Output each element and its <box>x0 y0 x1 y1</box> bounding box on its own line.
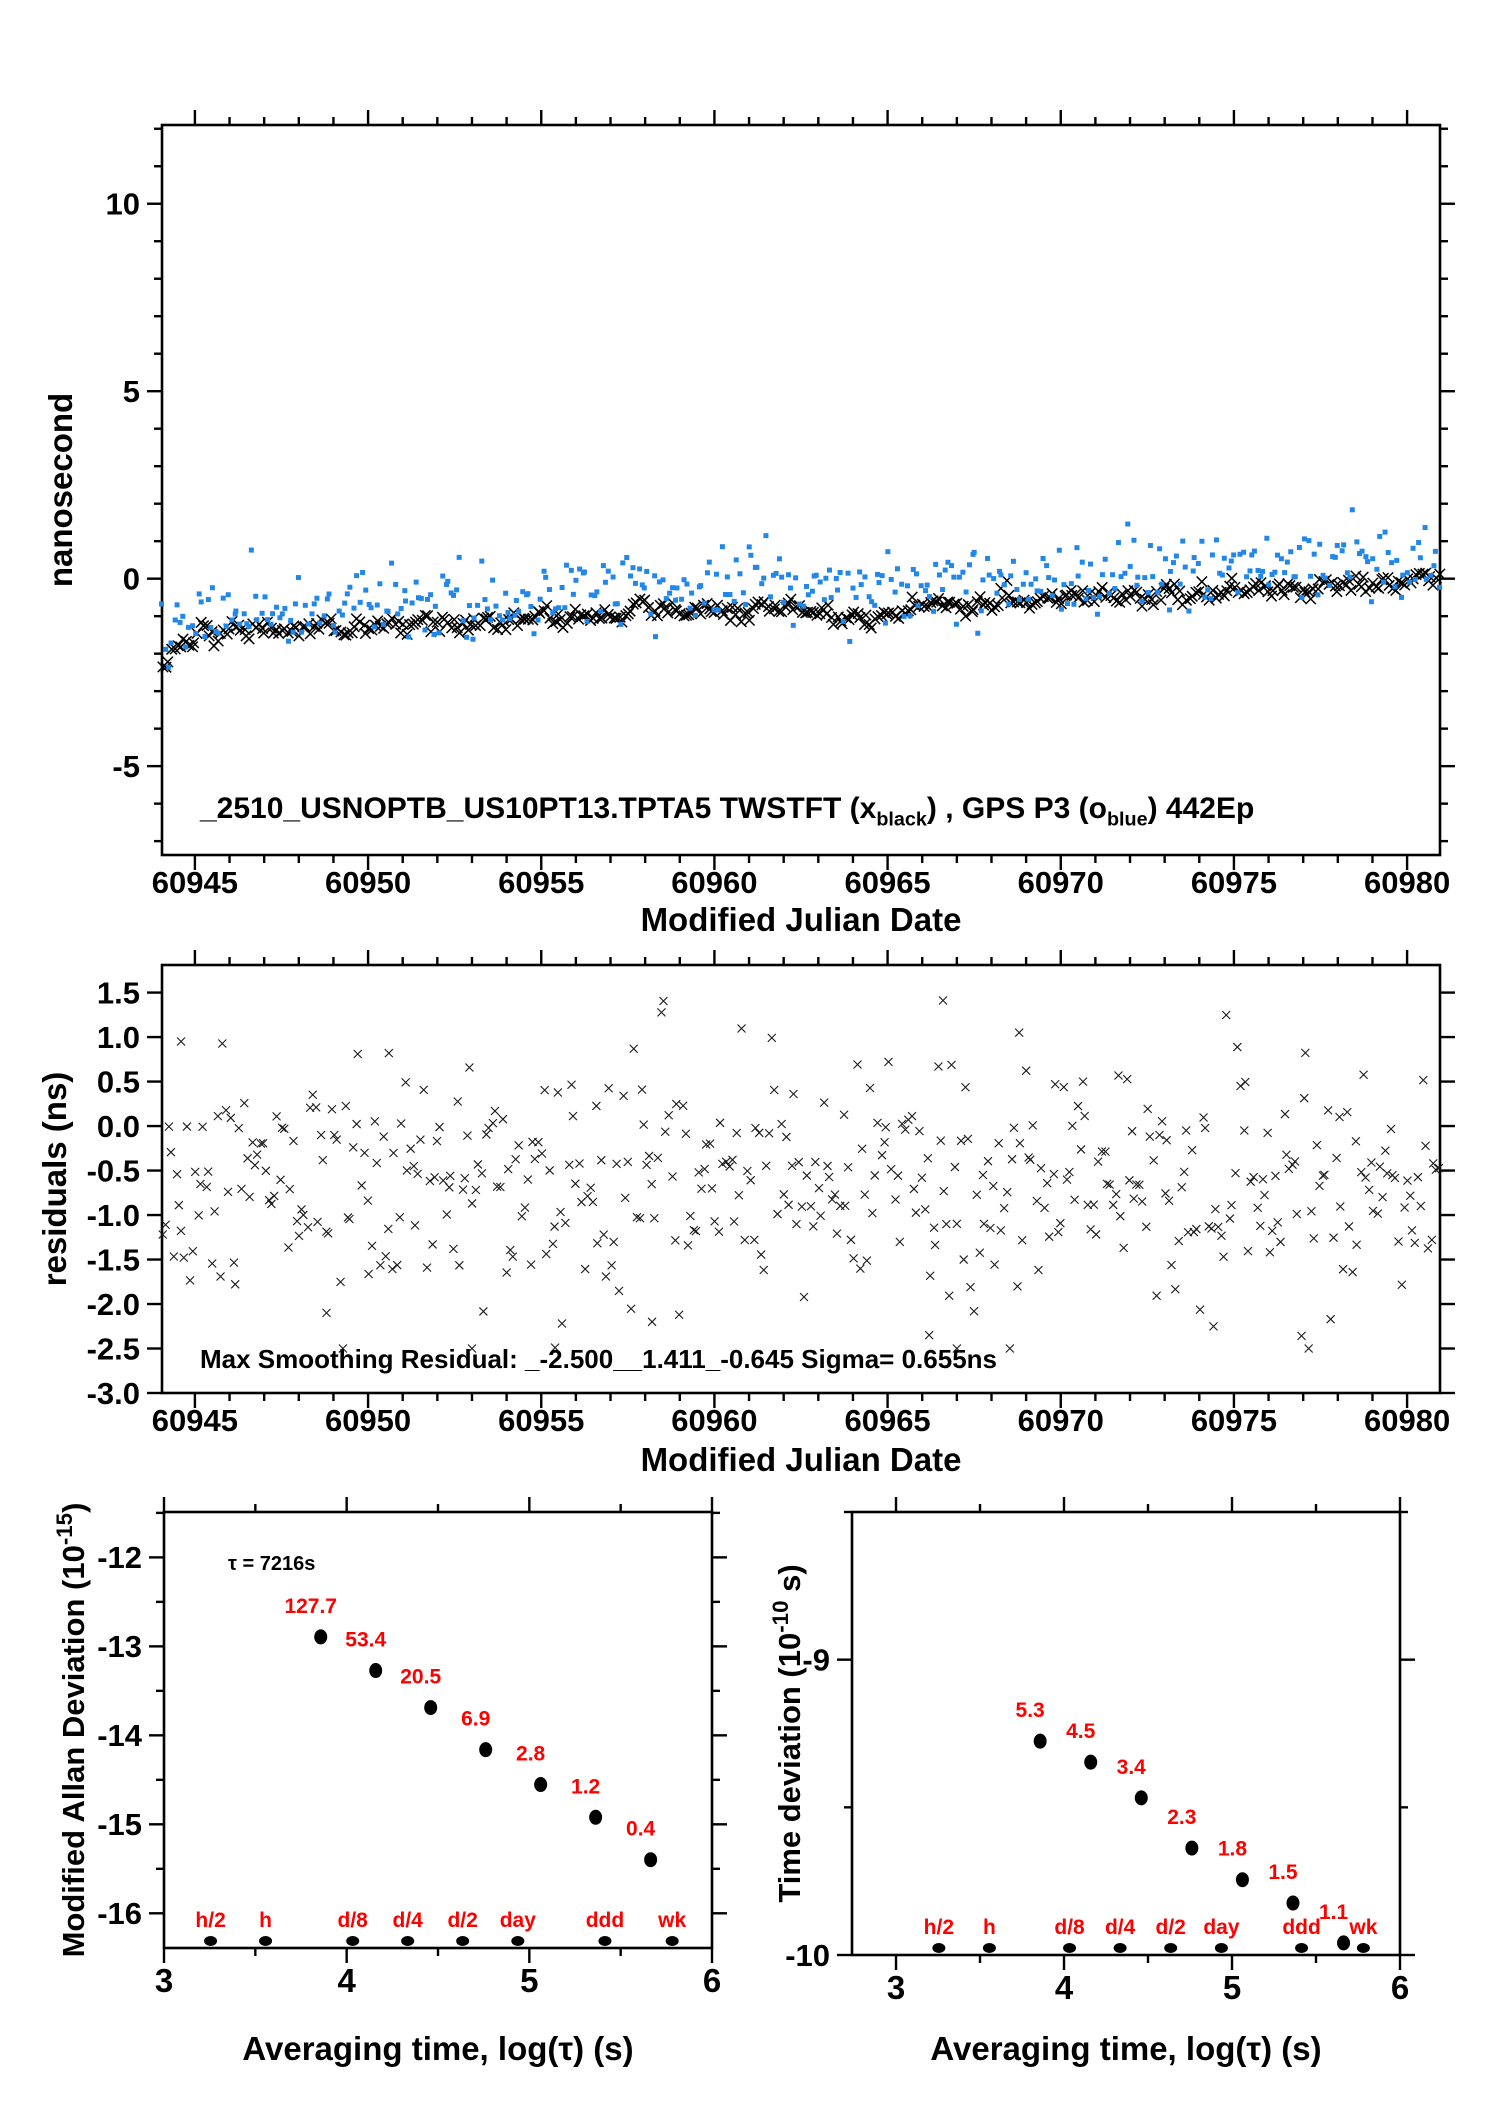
time-unit-dot <box>666 1936 679 1946</box>
time-unit-label: wk <box>1349 1916 1378 1939</box>
time-unit-label: ddd <box>585 1909 625 1932</box>
data-point-value-label: 1.8 <box>1217 1837 1248 1861</box>
x-tick-label: 6 <box>702 1962 722 1999</box>
y-tick-label: 10 <box>105 186 140 222</box>
y-tick-label: -9 <box>802 1642 830 1678</box>
x-tick-label: 60980 <box>1363 1403 1451 1438</box>
x-tick-labels <box>887 1969 1409 2006</box>
y-tick-label: -12 <box>97 1540 142 1576</box>
time-unit-marks <box>924 1916 1378 1953</box>
time-unit-label: h/2 <box>195 1909 226 1932</box>
y-tick-label: 0 <box>122 561 140 597</box>
x-tick-labels <box>152 1403 1450 1438</box>
axis-ticks <box>837 1497 1415 1970</box>
x-tick-label: 60965 <box>844 1403 931 1438</box>
axis-ticks <box>147 110 1455 870</box>
data-point <box>424 1700 437 1715</box>
time-unit-dot <box>1295 1943 1308 1953</box>
x-tick-label: 60950 <box>324 1403 412 1438</box>
series-twstft <box>158 568 1445 672</box>
data-point-value-label: 4.5 <box>1066 1720 1096 1744</box>
time-unit-label: day <box>1203 1916 1240 1939</box>
y-tick-label: -15 <box>97 1807 142 1843</box>
residuals-panel <box>36 950 1455 1478</box>
time-unit-label: d/4 <box>392 1909 423 1932</box>
plot-box <box>852 1512 1400 1955</box>
data-point <box>1286 1896 1299 1911</box>
data-point-value-label: 127.7 <box>284 1594 338 1618</box>
time-unit-marks <box>195 1909 686 1946</box>
data-point <box>1084 1755 1097 1770</box>
time-unit-label: ddd <box>1282 1916 1321 1939</box>
data-point <box>534 1777 547 1792</box>
x-axis-title: Modified Julian Date <box>640 901 962 938</box>
y-axis-title: Modified Allan Deviation $(10^{-15})$ <box>52 1502 91 1958</box>
x-tick-label: 60945 <box>151 1403 239 1438</box>
x-tick-label: 5 <box>520 1962 539 1999</box>
time-unit-dot <box>1114 1943 1127 1953</box>
time-unit-label: d/8 <box>337 1909 368 1932</box>
data-point-value-label: 1.2 <box>571 1775 601 1799</box>
y-tick-label: -14 <box>97 1718 142 1754</box>
data-point-value-label: 2.8 <box>516 1742 546 1766</box>
time-unit-dot <box>346 1936 359 1946</box>
data-point-value-label: 20.5 <box>400 1665 442 1689</box>
data-point-value-label: 2.3 <box>1167 1806 1197 1830</box>
time-unit-dot <box>511 1936 524 1946</box>
y-tick-label: 1.5 <box>96 975 140 1011</box>
plot-box <box>164 1512 712 1948</box>
time-unit-label: wk <box>658 1909 687 1932</box>
data-point <box>1034 1734 1047 1749</box>
x-tick-label: 6 <box>1390 1969 1410 2006</box>
panel-annotation: τ = 7216s <box>228 1553 316 1575</box>
y-tick-label: -1.0 <box>86 1197 140 1233</box>
series-mdev <box>284 1595 657 1867</box>
x-axis-title: Averaging time, log(τ) (s) <box>930 2030 1322 2067</box>
time-unit-dot <box>401 1936 414 1946</box>
x-tick-label: 4 <box>337 1962 356 1999</box>
series-tdev <box>1016 1699 1351 1950</box>
y-tick-label: -1.5 <box>86 1242 140 1278</box>
x-tick-label: 60975 <box>1190 1403 1278 1438</box>
y-tick-labels <box>106 187 140 784</box>
x-tick-labels <box>155 1962 721 1999</box>
y-tick-label: 0.5 <box>96 1064 140 1100</box>
data-point-value-label: 1.5 <box>1268 1861 1298 1885</box>
data-point <box>479 1742 492 1757</box>
data-point-value-label: 3.4 <box>1116 1755 1146 1779</box>
modified-allan-deviation-panel <box>52 1497 727 2067</box>
time-unit-dot <box>983 1943 996 1953</box>
x-tick-label: 60945 <box>151 865 239 900</box>
y-tick-label: 1.0 <box>96 1019 140 1055</box>
y-axis-title: residuals (ns) <box>36 1071 73 1287</box>
data-point <box>589 1810 602 1825</box>
time-unit-label: day <box>499 1909 536 1932</box>
x-tick-label: 60955 <box>498 1403 585 1438</box>
data-point-value-label: 1.1 <box>1318 1900 1349 1924</box>
x-tick-label: 5 <box>1222 1969 1242 2006</box>
data-point <box>644 1852 657 1867</box>
time-unit-label: h <box>983 1916 996 1939</box>
x-tick-label: 60960 <box>671 865 758 900</box>
x-tick-label: 4 <box>1054 1969 1074 2006</box>
y-tick-label: -2.0 <box>86 1286 140 1322</box>
time-unit-dot <box>932 1943 945 1953</box>
data-point <box>314 1629 327 1644</box>
panel-annotation: Max Smoothing Residual: _-2.500__1.411_-0.645 Sigma= 0.655ns <box>200 1344 997 1374</box>
x-tick-label: 3 <box>886 1969 906 2006</box>
data-point <box>1135 1790 1148 1805</box>
y-tick-label: 0.0 <box>96 1108 140 1144</box>
time-unit-dot <box>204 1936 217 1946</box>
time-unit-label: h <box>259 1909 272 1932</box>
y-tick-label: -0.5 <box>86 1153 140 1189</box>
time-unit-label: d/4 <box>1104 1916 1136 1939</box>
data-point-value-label: 6.9 <box>461 1707 491 1731</box>
series-smoothing-residuals <box>159 997 1443 1353</box>
time-unit-dot <box>1164 1943 1177 1953</box>
x-tick-label: 60950 <box>324 865 412 900</box>
y-tick-label: -5 <box>112 748 140 784</box>
panel-title: _2510_USNOPTB_US10PT13.TPTA5 TWSTFT $(x_{black})$ , GPS P3 $(o_{blue})$ 442Ep <box>200 792 1255 831</box>
plot-box <box>162 125 1440 855</box>
time-unit-dot <box>456 1936 469 1946</box>
data-point <box>1337 1935 1350 1950</box>
time-unit-label: d/8 <box>1054 1916 1085 1939</box>
time-difference-panel <box>42 110 1455 938</box>
time-unit-label: d/2 <box>447 1909 478 1932</box>
time-unit-label: h/2 <box>923 1916 955 1939</box>
time-unit-dot <box>598 1936 611 1946</box>
y-tick-labels <box>97 1540 143 1931</box>
data-point <box>1185 1841 1198 1856</box>
time-unit-dot <box>1063 1943 1076 1953</box>
x-axis-title: Averaging time, log(τ) (s) <box>242 2030 634 2067</box>
x-tick-label: 60965 <box>844 865 931 900</box>
y-tick-label: -16 <box>97 1896 142 1932</box>
time-unit-dot <box>259 1936 272 1946</box>
y-tick-label: -13 <box>97 1629 142 1665</box>
data-point-value-label: 0.4 <box>626 1817 656 1841</box>
x-tick-label: 60970 <box>1017 1403 1104 1438</box>
x-tick-label: 3 <box>154 1962 174 1999</box>
x-axis-title: Modified Julian Date <box>640 1441 962 1478</box>
x-tick-labels <box>152 865 1450 900</box>
y-tick-label: 5 <box>122 374 140 410</box>
y-tick-label: -10 <box>785 1937 830 1973</box>
x-tick-label: 60975 <box>1190 865 1278 900</box>
y-tick-label: -2.5 <box>86 1331 140 1367</box>
y-axis-title: nanosecond <box>42 392 79 588</box>
data-point <box>369 1663 382 1678</box>
x-tick-label: 60960 <box>671 1403 758 1438</box>
y-tick-labels <box>87 975 140 1410</box>
time-unit-dot <box>1357 1943 1370 1953</box>
y-tick-label: -3.0 <box>86 1375 140 1411</box>
time-unit-label: d/2 <box>1155 1916 1186 1939</box>
time-deviation-panel <box>768 1497 1415 2067</box>
data-point-value-label: 53.4 <box>345 1628 387 1652</box>
y-axis-title: Time deviation ($10^{-10}$ s) <box>768 1564 807 1903</box>
x-tick-label: 60980 <box>1363 865 1451 900</box>
x-tick-label: 60970 <box>1017 865 1104 900</box>
x-tick-label: 60955 <box>498 865 585 900</box>
axis-ticks <box>147 950 1455 1408</box>
time-unit-dot <box>1215 1943 1228 1953</box>
data-point <box>1236 1872 1249 1887</box>
data-point-value-label: 5.3 <box>1015 1699 1045 1723</box>
